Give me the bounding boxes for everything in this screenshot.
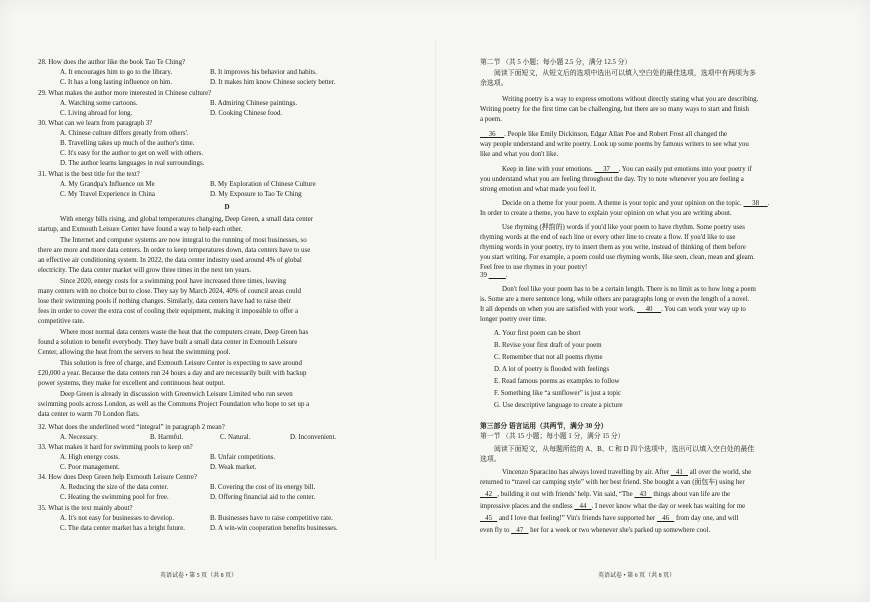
page-footer-right: 英语试卷 • 第 6 页（共 8 页）	[598, 573, 676, 579]
page-fold	[435, 40, 436, 560]
q28-option-c: C. It has a long lasting influence on him.	[60, 79, 173, 86]
q34-stem: 34. How does Deep Green help Exmouth Leisure Centre?	[38, 474, 198, 481]
q35-option-c: C. The data center market has a bright future.	[60, 525, 186, 532]
section2-instruction: 阅读下面短文，从短文后的选项中选出可以填入空白处的最佳选项，选项中有两项为多	[494, 70, 756, 77]
option-f: F. Something like “a sunflower” is just a topic	[494, 390, 622, 397]
cloze-line: returned to “travel car camping style” with her best friend. She bought a van (面包车) using her	[480, 479, 745, 486]
q34-option-d: D. Offering financial aid to the center.	[210, 494, 316, 501]
page-footer-left: 英语试卷 • 第 5 页（共 8 页）	[160, 573, 238, 579]
q33-option-d: D. Weak market.	[210, 464, 257, 471]
passage-d-line: With energy bills rising, and global temperatures changing, Deep Green, a small data center	[60, 216, 313, 223]
passage-d-line: Where most normal data centers waste the heat that the computers create, Deep Green has	[60, 329, 309, 336]
para3-line: you understand what you are feeling throughout the day. Try to note whenever you are feeling a	[480, 176, 744, 183]
q31-option-b: B. My Exploration of Chinese Culture	[210, 181, 316, 188]
para1-line: Writing poetry for the first time can be challenging, but there are so many ways to start and finish	[480, 106, 749, 113]
para6-line: Don't feel like your poem has to be a certain length. There is no limit as to how long a poem	[502, 286, 756, 293]
passage-d-line: swimming pools across London, as well as the Commons Project Foundation who hope to set up a	[38, 401, 310, 408]
passage-d-line: Center, allowing the heat from the servers to heat the swimming pool.	[38, 349, 231, 356]
option-b: B. Revise your first draft of your poem	[494, 342, 602, 349]
para3-line: Keep in line with your emotions. 37 . You can easily put emotions into your poetry if	[502, 166, 752, 173]
para6-line: longer poetry over time.	[480, 316, 547, 323]
q33-option-c: C. Poor management.	[60, 464, 120, 471]
q32-option-c: C. Natural.	[220, 434, 251, 441]
q31-option-d: D. My Exposure to Tao Te Ching	[210, 191, 302, 198]
q35-option-b: B. Businesses have to raise competitive rate.	[210, 515, 333, 522]
blank-37[interactable]: 37	[603, 166, 610, 173]
blank-44[interactable]: 44	[579, 503, 587, 510]
passage-d-line: This solution is free of charge, and Exmouth Leisure Center is expecting to save around	[60, 360, 302, 367]
para3-line: strong emotion and what made you feel it.	[480, 186, 597, 193]
passage-d-line: electricity. The data center market will grow three times in the next ten years.	[38, 267, 252, 274]
q30-option-b: B. Travelling takes up much of the author's time.	[60, 140, 195, 147]
passage-d-line: power systems, they make for excellent and continuous heat output.	[38, 380, 225, 387]
para5-line: rhyming words at the end of each line or every other line to create a flow. If you'd like to use	[480, 234, 736, 241]
cloze-line: 45 and I love that feeling!” Vin's friends have supported her 46 from day one, and will	[480, 515, 739, 523]
q33-option-a: A. High energy costs.	[60, 454, 120, 461]
section2-title: 第二节 （共 5 小题；每小题 2.5 分，满分 12.5 分）	[480, 59, 632, 66]
passage-d-line: data center to warm 70 London flats.	[38, 411, 140, 418]
para5-line: Use rhyming (押韵的) words if you'd like your poem to have rhythm. Some poetry uses	[502, 224, 745, 231]
passage-d-line: £20,000 a year. Because the data centers run 24 hours a day and are necessarily built with backup	[38, 370, 307, 377]
q29-option-c: C. Living abroad for long.	[60, 110, 133, 117]
para6-line: It all depends on when you are satisfied with your work. 40 . You can work your way up to	[480, 306, 746, 313]
passage-d-title: D	[224, 204, 230, 211]
para4-line: Decide on a theme for your poem. A theme is your topic and your opinion on the topic. 38 .	[502, 200, 770, 207]
para5-line: rhyming words in your poetry, try to insert them as you write, instead of thinking of them before	[480, 244, 746, 251]
para5-line: Feel free to use rhymes in your poetry!	[480, 264, 588, 271]
q28-option-b: B. It improves his behavior and habits.	[210, 69, 317, 76]
q30-option-a: A. Chinese culture differs greatly from others'.	[60, 130, 189, 137]
part3-title: 第三部分 语言运用（共两节，满分 30 分）	[480, 423, 608, 430]
para1-line: Writing poetry is a way to express emotions without directly stating what you are describing.	[502, 96, 759, 103]
blank-36[interactable]: 36	[488, 131, 496, 138]
q31-stem: 31. What is the best title for the text?	[38, 171, 140, 178]
q29-option-a: A. Watching some cartoons.	[60, 100, 138, 107]
option-a: A. Your first poem can be short	[494, 330, 581, 337]
q34-option-c: C. Heating the swimming pool for free.	[60, 494, 169, 501]
q35-option-d: D. A win-win cooperation benefits businesses.	[210, 525, 338, 532]
section1-title: 第一节 （共 15 小题；每小题 1 分，满分 15 分）	[480, 433, 625, 440]
q29-stem: 29. What makes the author more interested in Chinese culture?	[38, 90, 212, 97]
para2-line: like and what you don't like.	[480, 151, 559, 158]
passage-d-line: startup, and Exmouth Leisure Center have found a way to help each other.	[38, 226, 243, 233]
blank-45[interactable]: 45	[485, 515, 493, 522]
blank-46[interactable]: 46	[662, 515, 670, 522]
para4-line: In order to create a theme, you have to explain your opinion on what you are writing about.	[480, 210, 732, 217]
passage-d-line: fees in order to cover the extra cost of cooling their equipment, making it impossible to offer a	[38, 308, 299, 315]
blank-39[interactable]	[489, 272, 506, 279]
section1-instruction: 选项。	[480, 456, 501, 463]
q34-option-a: A. Reducing the size of the data center.	[60, 484, 169, 491]
option-d: D. A lot of poetry is flooded with feelings	[494, 366, 610, 373]
para1-line: a poem.	[480, 116, 502, 123]
passage-d-line: The Internet and computer systems are now integral to the running of most businesses, so	[60, 237, 307, 244]
q31-option-c: C. My Travel Experience in China	[60, 191, 155, 198]
blank-38[interactable]: 38	[752, 200, 760, 207]
para5-line: 39 .	[480, 272, 508, 279]
q32-option-a: A. Necessary.	[60, 434, 99, 441]
blank-40[interactable]: 40	[645, 306, 653, 313]
option-e: E. Read famous poems as examples to follow	[494, 378, 620, 385]
blank-42[interactable]: 42	[485, 491, 493, 498]
cloze-line: impressive places and the endless 44 . I never know what the day or week has waiting for me	[480, 503, 746, 510]
q35-stem: 35. What is the text mainly about?	[38, 505, 133, 512]
section2-instruction: 余选项。	[480, 80, 508, 87]
q30-option-c: C. It's easy for the author to get on well with others.	[60, 150, 204, 157]
passage-d-line: Since 2020, energy costs for a swimming pool have increased three times, leaving	[60, 278, 287, 285]
para5-line: you start writing. For example, a poem could use rhyming words, like seen, clean, mean and gleam.	[480, 254, 755, 261]
blank-41[interactable]: 41	[675, 469, 683, 476]
q33-option-b: B. Unfair competitions.	[210, 454, 276, 461]
blank-43[interactable]: 43	[639, 491, 647, 498]
cloze-line: Vincenzo Sparacino has always loved travelling by air. After 41 all over the world, she	[502, 469, 752, 476]
q35-option-a: A. It's not easy for businesses to develop.	[60, 515, 174, 522]
q34-option-b: B. Covering the cost of its energy bill.	[210, 484, 316, 491]
cloze-line: even fly to 47 her for a week or two whenever she's parked up somewhere cool.	[480, 527, 711, 534]
passage-d-line: many centers with no choice but to close. They say by March 2024, 40% of council areas could	[38, 288, 301, 295]
passage-d-line: an effective air conditioning system. In 2022, the data center industry used around 4% of global	[38, 257, 302, 264]
para2-line: 36 . People like Emily Dickinson, Edgar Allan Poe and Robert Frost all changed the	[480, 131, 727, 139]
q28-option-a: A. It encourages him to go to the library.	[60, 69, 173, 76]
q29-option-b: B. Admiring Chinese paintings.	[210, 100, 298, 107]
q28-stem: 28. How does the author like the book Tao Te Ching?	[38, 59, 186, 66]
option-g: G. Use descriptive language to create a picture	[494, 402, 623, 409]
passage-d-line: Deep Green is already in discussion with Greenwich Leisure Limited who run seven	[60, 391, 293, 398]
q29-option-d: D. Cooking Chinese food.	[210, 110, 283, 117]
q31-option-a: A. My Grandpa's Influence on Me	[60, 181, 155, 188]
q30-stem: 30. What can we learn from paragraph 3?	[38, 120, 153, 127]
para2-line: way people understand and write poetry. Look up some poems by famous writers to see what you	[480, 141, 749, 148]
passage-d-line: there are more and more data centers. In order to keep temperatures down, data centers have to use	[38, 247, 311, 254]
para6-line: is. Some are a mere sentence long, while others are paragraphs long or even the length of a novel.	[480, 296, 750, 303]
passage-d-line: competitive rate.	[38, 318, 85, 325]
passage-d-line: lose their swimming pools if nothing changes. Similarly, data centers have had to raise their	[38, 298, 291, 305]
blank-47[interactable]: 47	[516, 527, 524, 534]
section1-instruction: 阅读下面短文，从每题所给的 A、B、C 和 D 四个选项中，选出可以填入空白处的最佳	[494, 446, 755, 453]
q32-option-d: D. Inconvenient.	[290, 434, 337, 441]
option-c: C. Remember that not all poems rhyme	[494, 354, 603, 361]
q32-stem: 32. What does the underlined word “integral” in paragraph 2 mean?	[38, 424, 225, 431]
cloze-line: 42 , building it out with friends' help. Vin said, “The 43 things about van life are the	[480, 491, 730, 499]
q30-option-d: D. The author learns languages in real surroundings.	[60, 160, 205, 167]
q28-option-d: D. It makes him know Chinese society better.	[210, 79, 336, 86]
passage-d-line: found a solution to benefit everybody. They have built a small data center in Exmouth Leisure	[38, 339, 298, 346]
q32-option-b: B. Harmful.	[150, 434, 184, 441]
q33-stem: 33. What makes it hard for swimming pools to keep on?	[38, 444, 193, 451]
